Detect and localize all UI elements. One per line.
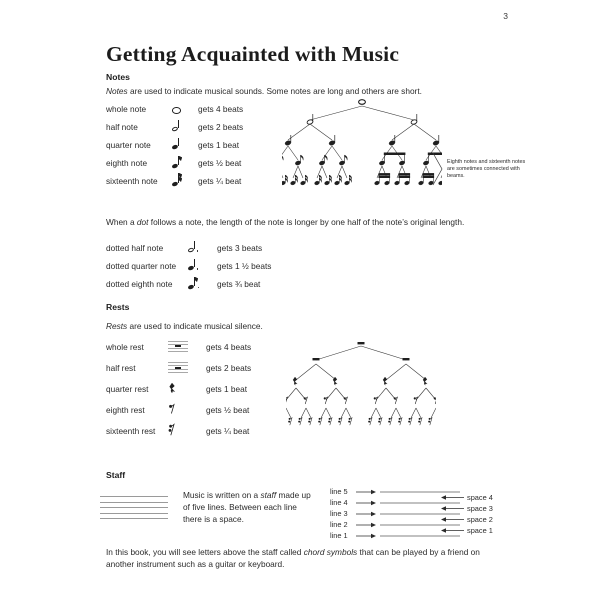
eighth-rest-icon — [168, 403, 206, 417]
note-label: quarter note — [106, 140, 151, 150]
dotted-note-values-table — [106, 239, 271, 293]
whole-rest-icon — [168, 341, 206, 352]
rest-value: gets ½ beat — [206, 404, 250, 415]
table-row-eighth-note — [106, 154, 243, 172]
rest-value: gets ¼ beat — [206, 425, 250, 436]
note-value: gets 3 beats — [217, 243, 263, 253]
note-value: gets ½ beat — [198, 158, 242, 168]
closing-b: that can be played by a friend on another instrument such as a guitar or keyboard. — [106, 547, 480, 569]
space-label-1: space 1 — [467, 525, 493, 535]
note-label: dotted quarter note — [106, 261, 177, 271]
rest-value: gets 2 beats — [206, 362, 252, 373]
table-row-half-rest — [106, 357, 251, 378]
sixteenth-rest-icon — [168, 423, 206, 438]
half-rest-icon — [168, 362, 206, 373]
sixteenth-note-icon — [172, 175, 198, 188]
dotted-half-note-icon — [188, 242, 217, 254]
note-value: gets 4 beats — [198, 104, 244, 114]
dotted-intro-b: follows a note, the length of the note is longer by one half of the note’s original length. — [148, 217, 465, 227]
closing-paragraph — [106, 546, 496, 570]
rest-label: eighth rest — [106, 404, 145, 415]
staff-lines-spaces-diagram — [330, 487, 522, 545]
rest-label: sixteenth rest — [106, 425, 156, 436]
note-label: half note — [106, 122, 138, 132]
note-value: gets ¾ beat — [217, 279, 261, 289]
staff-description-text — [183, 490, 313, 525]
note-label: eighth note — [106, 158, 148, 168]
half-note-icon — [172, 121, 198, 133]
staff-desc-b: made up of five lines. Between each line there is a space. — [183, 490, 311, 524]
space-label-2: space 2 — [467, 514, 493, 524]
table-row-dotted-eighth-note — [106, 275, 271, 293]
section-heading-notes: Notes — [106, 72, 130, 82]
rests-intro-emphasis: Rests — [106, 321, 128, 331]
rests-intro-text — [106, 321, 406, 333]
line-label-4: line 4 — [330, 498, 348, 507]
section-heading-rests: Rests — [106, 302, 130, 312]
staff-desc-emphasis: staff — [260, 490, 277, 500]
dotted-quarter-note-icon — [188, 260, 217, 272]
table-row-eighth-rest — [106, 399, 251, 420]
closing-a: In this book, you will see letters above the staff called — [106, 547, 304, 557]
note-value: gets 1 ½ beats — [217, 261, 272, 271]
rest-value: gets 4 beats — [206, 341, 252, 352]
page-number: 3 — [503, 11, 508, 21]
page-title: Getting Acquainted with Music — [106, 42, 400, 66]
note-value: gets ¼ beat — [198, 176, 242, 186]
dotted-intro-emphasis: dot — [136, 217, 149, 227]
rests-intro-rest: are used to indicate musical silence. — [127, 321, 263, 331]
table-row-dotted-half-note — [106, 239, 271, 257]
closing-emphasis: chord symbols — [303, 547, 358, 557]
eighth-note-icon — [172, 157, 198, 170]
staff-five-lines-graphic — [100, 496, 168, 521]
rest-label: quarter rest — [106, 383, 149, 394]
dotted-intro-a: When a — [106, 217, 137, 227]
quarter-note-icon — [172, 139, 198, 151]
note-label: sixteenth note — [106, 176, 158, 186]
dotted-intro-text — [106, 217, 486, 229]
note-value: gets 1 beat — [198, 140, 240, 150]
whole-note-icon — [172, 104, 198, 114]
table-row-sixteenth-rest — [106, 420, 251, 441]
table-row-whole-rest — [106, 336, 251, 357]
callout-bracket-icon — [432, 152, 444, 191]
line-label-5: line 5 — [330, 487, 348, 496]
table-row-quarter-rest — [106, 378, 251, 399]
notes-intro-rest: are used to indicate musical sounds. Some notes are long and others are short. — [127, 86, 422, 96]
table-row-half-note — [106, 118, 243, 136]
note-label: dotted half note — [106, 243, 164, 253]
rest-subdivision-tree — [286, 338, 436, 436]
note-value: gets 2 beats — [198, 122, 244, 132]
table-row-whole-note — [106, 100, 243, 118]
note-label: whole note — [106, 104, 147, 114]
table-row-dotted-quarter-note — [106, 257, 271, 275]
table-row-quarter-note — [106, 136, 243, 154]
beams-callout-text: Eighth notes and sixteenth notes are sometimes connected with beams. — [447, 159, 526, 180]
rest-value: gets 1 beat — [206, 383, 248, 394]
section-heading-staff: Staff — [106, 470, 126, 480]
line-label-1: line 1 — [330, 531, 348, 540]
note-label: dotted eighth note — [106, 279, 173, 289]
space-label-3: space 3 — [467, 503, 493, 513]
notes-intro-emphasis: Notes — [106, 86, 128, 96]
rest-values-table — [106, 336, 251, 441]
note-values-table — [106, 100, 243, 190]
rest-label: half rest — [106, 362, 136, 373]
space-label-4: space 4 — [467, 492, 493, 502]
line-label-2: line 2 — [330, 520, 348, 529]
note-subdivision-tree — [282, 96, 442, 196]
quarter-rest-icon — [168, 382, 206, 396]
line-label-3: line 3 — [330, 509, 348, 518]
staff-desc-a: Music is written on a — [183, 490, 261, 500]
dotted-eighth-note-icon — [188, 278, 217, 291]
rest-label: whole rest — [106, 341, 144, 352]
table-row-sixteenth-note — [106, 172, 243, 190]
